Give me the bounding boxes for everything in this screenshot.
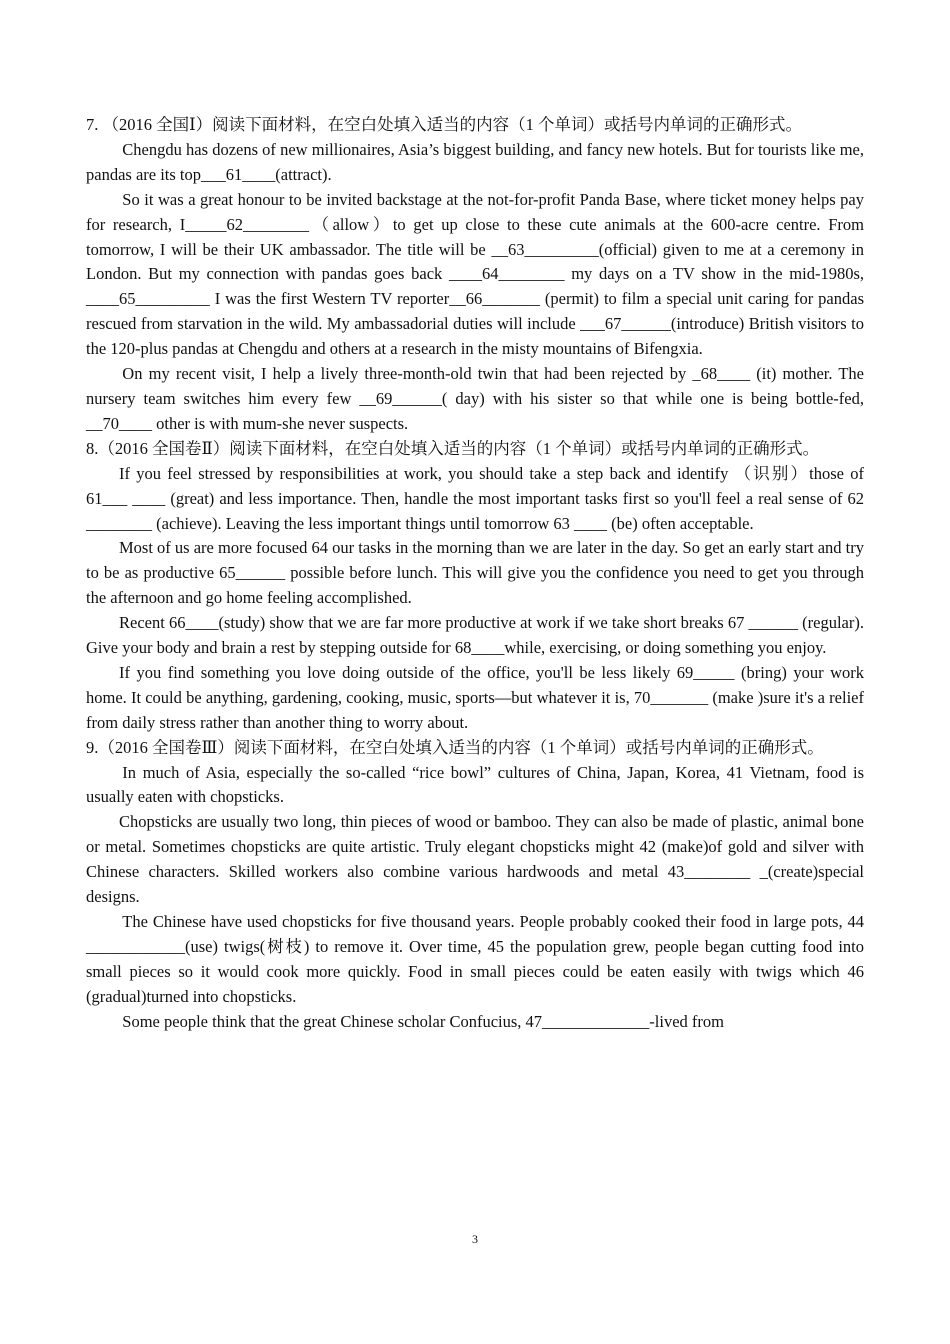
exercise-9-paragraph-1: In much of Asia, especially the so-called “rice bowl” cultures of China, Japan, Korea, 41 Vietnam, food is usually eaten with chopsticks. — [86, 762, 864, 807]
exercise-7-paragraph-3: On my recent visit, I help a lively three-month-old twin that had been rejected by _68____ (it) mother. The nursery team switches him every few __69______( day) with his sister so that while one is being bottle-fed, __70____ other is with mum-she never suspects. — [86, 364, 864, 433]
exercise-7-paragraph-2: So it was a great honour to be invited backstage at the not-for-profit Panda Base, where ticket money helps pay for research, I_____62________（allow）to get up close to these cute animals at the 600-acre centre. From tomorrow, I will be their UK ambassador. The title will be __63_________(official) given to me at a ceremony in London. But my connection with pandas goes back ____64________ my days on a TV show in the mid-1980s, ____65_________ I was the first Western TV reporter__66_______ (permit) to film a special unit caring for pandas rescued from starvation in the wild. My ambassadorial duties will include ___67______(introduce) British visitors to the 120-plus pandas at Chengdu and others at a research in the misty mountains of Bifengxia. — [86, 189, 864, 359]
exercise-9-paragraph-4: Some people think that the great Chinese scholar Confucius, 47_____________-lived from — [122, 1011, 724, 1031]
exercise-9-paragraph-2: Chopsticks are usually two long, thin pieces of wood or bamboo. They can also be made of plastic, animal bone or metal. Sometimes chopsticks are quite artistic. Truly elegant chopsticks might 42 (make)of gold and silver with Chinese characters. Skilled workers also combine various hardwoods and metal 43________ _(create)special designs. — [86, 812, 864, 907]
exercise-9-heading: 9.（2016 全国卷Ⅲ）阅读下面材料，在空白处填入适当的内容（1 个单词）或括号内单词的正确形式。 — [86, 737, 824, 757]
exercise-8-paragraph-3: Recent 66____(study) show that we are far more productive at work if we take short breaks 67 ______ (regular). Give your body and brain a rest by stepping outside for 68____while, exercising, or doing something you enjoy. — [86, 613, 864, 658]
exercise-7-paragraph-1: Chengdu has dozens of new millionaires, Asia’s biggest building, and fancy new hotels. But for tourists like me, pandas are its top___61____(attract). — [86, 139, 864, 184]
exercise-8-heading: 8.（2016 全国卷Ⅱ）阅读下面材料，在空白处填入适当的内容（1 个单词）或括号内单词的正确形式。 — [86, 438, 820, 458]
page-number: 3 — [472, 1232, 478, 1246]
exercise-8-paragraph-1: If you feel stressed by responsibilities at work, you should take a step back and identify （识别）those of 61___ ____ (great) and less importance. Then, handle the most important tasks first so you'll feel a real sense of 62 ________ (achieve). Leaving the less important things until tomorrow 63 ____ (be) often acceptable. — [86, 463, 864, 533]
exercise-8-paragraph-4: If you find something you love doing outside of the office, you'll be less likely 69_____ (bring) your work home. It could be anything, gardening, cooking, music, sports—but whatever it is, 70_______ (make )sure it's a relief from daily stress rather than another thing to worry about. — [86, 662, 864, 732]
exercise-7-heading: 7. （2016 全国Ⅰ）阅读下面材料，在空白处填入适当的内容（1 个单词）或括号内单词的正确形式。 — [86, 115, 803, 134]
document-page — [86, 113, 864, 1035]
exercise-9-paragraph-3: The Chinese have used chopsticks for five thousand years. People probably cooked their food in large pots, 44 ____________(use) twigs(树枝) to remove it. Over time, 45 the population grew, people began cutting food into small pieces so it would cook more quickly. Food in small pieces could be eaten easily with twigs which 46 (gradual)turned into chopsticks. — [86, 912, 864, 1006]
exercise-8-paragraph-2: Most of us are more focused 64 our tasks in the morning than we are later in the day. So get an early start and try to be as productive 65______ possible before lunch. This will give you the confidence you need to get you through the afternoon and go home feeling accomplished. — [86, 538, 864, 608]
